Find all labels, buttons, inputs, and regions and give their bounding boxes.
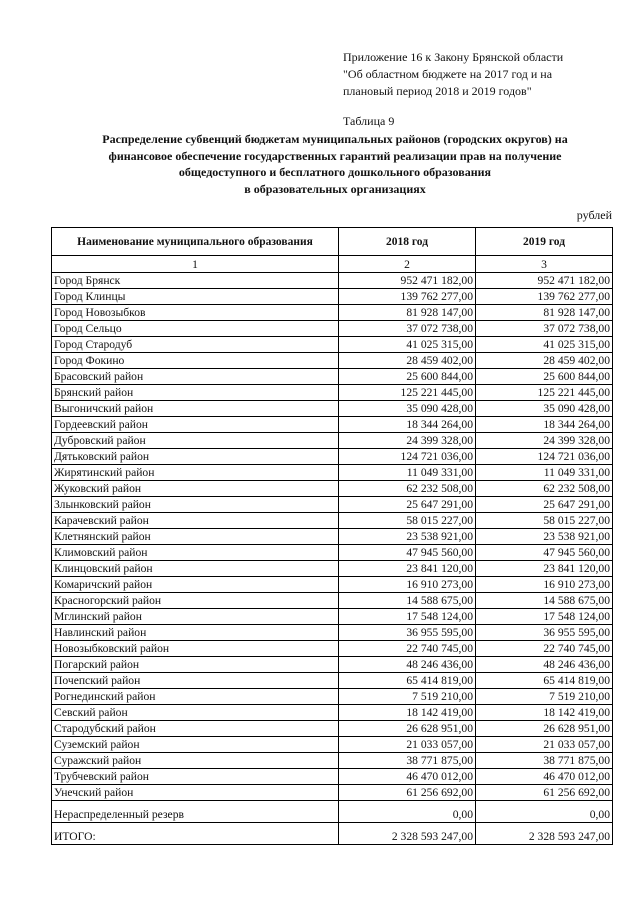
column-index-1: 1 [52,256,339,273]
value-2019-cell: 46 470 012,00 [476,769,613,785]
table-row [52,593,613,609]
heading-line-2: финансовое обеспечение государственных гарантий реализации прав на получение [108,148,562,163]
unit-label: рублей [576,208,612,222]
appendix-note [343,49,633,100]
municipality-cell: Новозыбковский район [52,641,339,657]
municipality-cell: Суражский район [52,753,339,769]
value-2019-cell: 2 328 593 247,00 [476,823,613,845]
value-2019-cell: 18 142 419,00 [476,705,613,721]
value-2018-cell: 124 721 036,00 [339,449,476,465]
table-row [52,785,613,801]
municipality-cell: Брянский район [52,385,339,401]
value-2018-cell: 48 246 436,00 [339,657,476,673]
value-2018-cell: 81 928 147,00 [339,305,476,321]
municipality-cell: Почепский район [52,673,339,689]
municipality-cell: Красногорский район [52,593,339,609]
municipality-cell: Нераспределенный резерв [52,801,339,823]
municipality-cell: Жирятинский район [52,465,339,481]
municipality-cell: Трубчевский район [52,769,339,785]
value-2018-cell: 65 414 819,00 [339,673,476,689]
value-2018-cell: 28 459 402,00 [339,353,476,369]
table-row [52,433,613,449]
value-2019-cell: 62 232 508,00 [476,481,613,497]
value-2019-cell: 11 049 331,00 [476,465,613,481]
value-2018-cell: 18 344 264,00 [339,417,476,433]
value-2019-cell: 37 072 738,00 [476,321,613,337]
municipality-cell: Клетнянский район [52,529,339,545]
table-row [52,801,613,823]
table-number: Таблица 9 [343,114,395,128]
value-2018-cell: 16 910 273,00 [339,577,476,593]
value-2019-cell: 24 399 328,00 [476,433,613,449]
table-row [52,823,613,845]
municipality-cell: Гордеевский район [52,417,339,433]
document-heading [60,131,610,197]
value-2018-cell: 26 628 951,00 [339,721,476,737]
table-row [52,641,613,657]
table-row [52,289,613,305]
table-row [52,385,613,401]
table-row [52,721,613,737]
municipality-cell: Комаричский район [52,577,339,593]
value-2018-cell: 62 232 508,00 [339,481,476,497]
value-2018-cell: 11 049 331,00 [339,465,476,481]
value-2019-cell: 0,00 [476,801,613,823]
table-row [52,321,613,337]
value-2018-cell: 58 015 227,00 [339,513,476,529]
table-row [52,273,613,289]
column-index-3: 3 [476,256,613,273]
municipality-cell: Дубровский район [52,433,339,449]
value-2018-cell: 41 025 315,00 [339,337,476,353]
table-row [52,689,613,705]
value-2019-cell: 26 628 951,00 [476,721,613,737]
table-header-row [52,228,613,256]
table-body [52,273,613,845]
municipality-cell: Погарский район [52,657,339,673]
value-2018-cell: 36 955 595,00 [339,625,476,641]
municipality-cell: Злынковский район [52,497,339,513]
value-2019-cell: 65 414 819,00 [476,673,613,689]
municipality-cell: Город Клинцы [52,289,339,305]
value-2019-cell: 17 548 124,00 [476,609,613,625]
value-2018-cell: 23 538 921,00 [339,529,476,545]
value-2019-cell: 61 256 692,00 [476,785,613,801]
municipality-cell: Город Новозыбков [52,305,339,321]
value-2018-cell: 24 399 328,00 [339,433,476,449]
table-row [52,417,613,433]
value-2018-cell: 2 328 593 247,00 [339,823,476,845]
value-2018-cell: 125 221 445,00 [339,385,476,401]
table-row [52,305,613,321]
municipality-cell: Город Стародуб [52,337,339,353]
value-2019-cell: 21 033 057,00 [476,737,613,753]
value-2018-cell: 38 771 875,00 [339,753,476,769]
heading-line-3: общедоступного и бесплатного дошкольного образования [178,165,492,179]
municipality-cell: Город Сельцо [52,321,339,337]
value-2019-cell: 124 721 036,00 [476,449,613,465]
value-2019-cell: 23 841 120,00 [476,561,613,577]
value-2019-cell: 952 471 182,00 [476,273,613,289]
appendix-line-3: плановый период 2018 и 2019 годов" [343,84,532,98]
value-2019-cell: 25 600 844,00 [476,369,613,385]
municipality-cell: Город Брянск [52,273,339,289]
table-row [52,481,613,497]
table-row [52,465,613,481]
value-2019-cell: 38 771 875,00 [476,753,613,769]
value-2018-cell: 14 588 675,00 [339,593,476,609]
value-2019-cell: 36 955 595,00 [476,625,613,641]
table-row [52,753,613,769]
value-2018-cell: 952 471 182,00 [339,273,476,289]
table-row [52,513,613,529]
value-2019-cell: 41 025 315,00 [476,337,613,353]
value-2019-cell: 14 588 675,00 [476,593,613,609]
heading-line-1: Распределение субвенций бюджетам муниципальных районов (городских округов) на [102,132,568,146]
municipality-cell: Клинцовский район [52,561,339,577]
table-row [52,561,613,577]
subventions-table [51,227,613,845]
table-row [52,497,613,513]
municipality-cell: Дятьковский район [52,449,339,465]
value-2019-cell: 47 945 560,00 [476,545,613,561]
municipality-cell: ИТОГО: [52,823,339,845]
municipality-cell: Суземский район [52,737,339,753]
table-row [52,577,613,593]
value-2019-cell: 7 519 210,00 [476,689,613,705]
municipality-cell: Карачевский район [52,513,339,529]
value-2019-cell: 35 090 428,00 [476,401,613,417]
table-row [52,529,613,545]
table-row [52,769,613,785]
table-row [52,401,613,417]
municipality-cell: Мглинский район [52,609,339,625]
table-row [52,545,613,561]
value-2018-cell: 61 256 692,00 [339,785,476,801]
value-2019-cell: 16 910 273,00 [476,577,613,593]
value-2018-cell: 47 945 560,00 [339,545,476,561]
value-2018-cell: 25 600 844,00 [339,369,476,385]
value-2018-cell: 7 519 210,00 [339,689,476,705]
municipality-cell: Климовский район [52,545,339,561]
municipality-cell: Стародубский район [52,721,339,737]
value-2018-cell: 21 033 057,00 [339,737,476,753]
table-row [52,737,613,753]
value-2019-cell: 28 459 402,00 [476,353,613,369]
municipality-cell: Рогнединский район [52,689,339,705]
value-2018-cell: 23 841 120,00 [339,561,476,577]
value-2018-cell: 17 548 124,00 [339,609,476,625]
table-row [52,353,613,369]
table-row [52,337,613,353]
value-2019-cell: 139 762 277,00 [476,289,613,305]
municipality-cell: Унечский район [52,785,339,801]
column-index-2: 2 [339,256,476,273]
header-2019: 2019 год [476,228,613,256]
municipality-cell: Выгоничский район [52,401,339,417]
value-2018-cell: 37 072 738,00 [339,321,476,337]
column-index-row [52,256,613,273]
table-row [52,625,613,641]
table-row [52,657,613,673]
municipality-cell: Город Фокино [52,353,339,369]
value-2019-cell: 23 538 921,00 [476,529,613,545]
heading-line-4: в образовательных организациях [244,181,426,196]
value-2018-cell: 18 142 419,00 [339,705,476,721]
value-2018-cell: 22 740 745,00 [339,641,476,657]
municipality-cell: Навлинский район [52,625,339,641]
municipality-cell: Жуковский район [52,481,339,497]
value-2018-cell: 25 647 291,00 [339,497,476,513]
value-2018-cell: 139 762 277,00 [339,289,476,305]
table-row [52,673,613,689]
appendix-line-2: "Об областном бюджете на 2017 год и на [343,67,553,81]
value-2019-cell: 48 246 436,00 [476,657,613,673]
value-2018-cell: 35 090 428,00 [339,401,476,417]
value-2019-cell: 81 928 147,00 [476,305,613,321]
municipality-cell: Севский район [52,705,339,721]
value-2019-cell: 25 647 291,00 [476,497,613,513]
table-row [52,609,613,625]
value-2019-cell: 18 344 264,00 [476,417,613,433]
table-row [52,705,613,721]
value-2019-cell: 125 221 445,00 [476,385,613,401]
value-2019-cell: 58 015 227,00 [476,513,613,529]
value-2018-cell: 0,00 [339,801,476,823]
table-row [52,449,613,465]
appendix-line-1: Приложение 16 к Закону Брянской области [343,50,564,64]
value-2019-cell: 22 740 745,00 [476,641,613,657]
header-2018: 2018 год [339,228,476,256]
header-municipality: Наименование муниципального образования [52,228,339,256]
value-2018-cell: 46 470 012,00 [339,769,476,785]
municipality-cell: Брасовский район [52,369,339,385]
table-row [52,369,613,385]
